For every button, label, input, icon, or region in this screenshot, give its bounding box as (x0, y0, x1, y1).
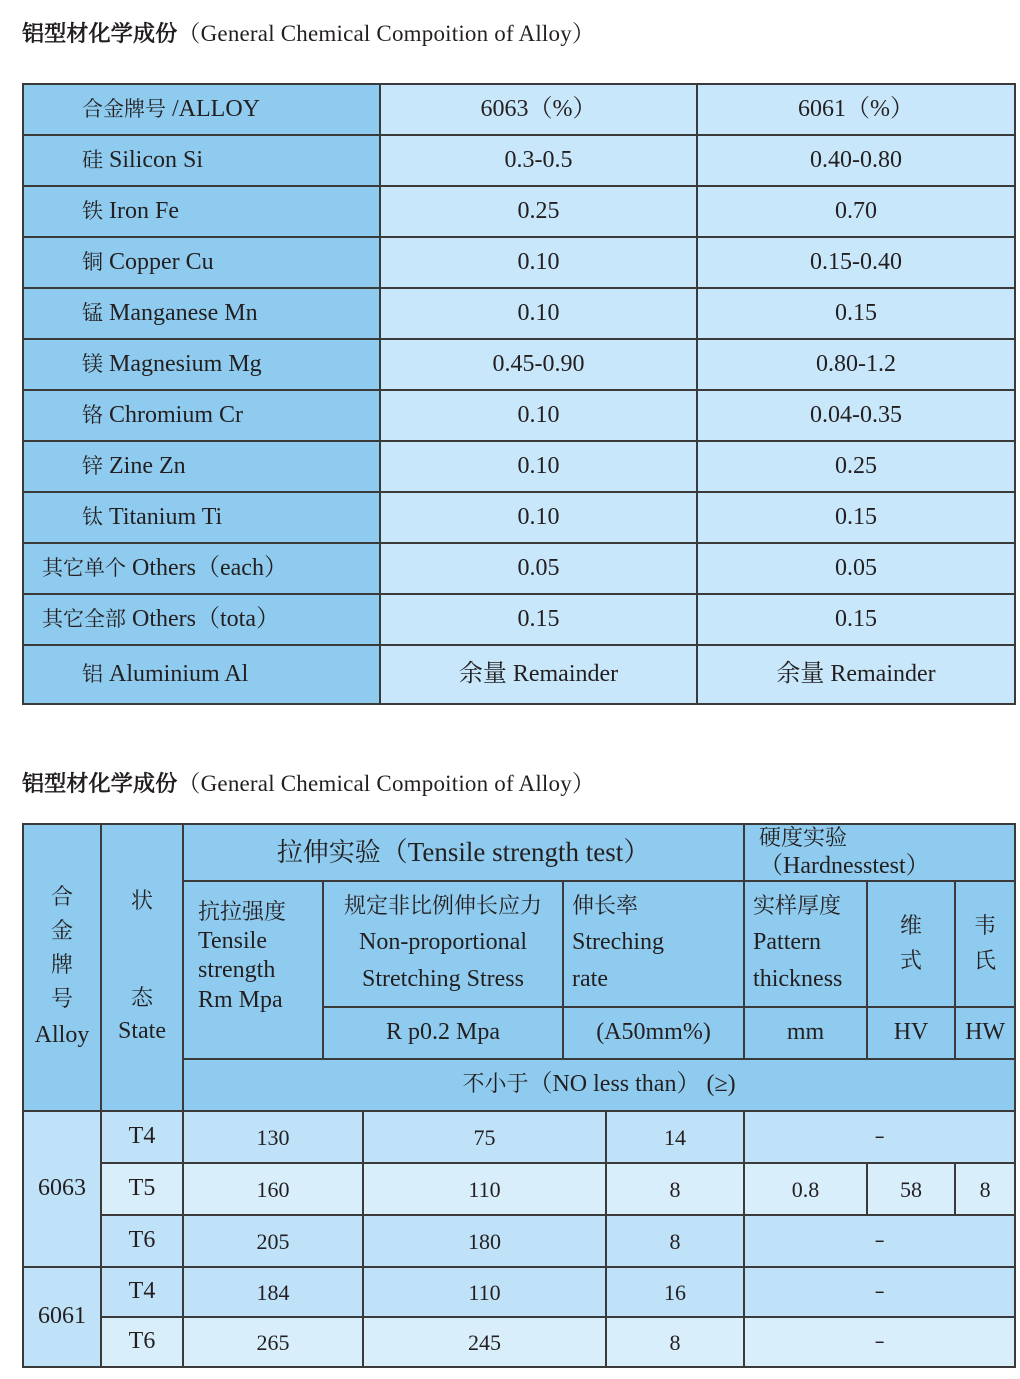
alloy-cn-4: 号 (50, 987, 73, 1013)
value-6061-cell: 0.70 (697, 186, 1015, 237)
element-en: Manganese Mn (103, 299, 258, 326)
element-name-cell (23, 645, 380, 704)
state-cn-bottom: 态 (130, 985, 153, 1011)
vickers-header (867, 881, 955, 1007)
hardness-dash: – (874, 1329, 885, 1354)
thickness-cn: 实样厚度 (753, 893, 842, 919)
value-6063-cell: 0.15 (380, 594, 697, 645)
composition-row (23, 390, 1015, 441)
vickers-unit: HV (867, 1007, 955, 1059)
element-en: Chromium Cr (103, 401, 244, 428)
mechanical-row (23, 1163, 1015, 1215)
value-6063-cell: 0.10 (380, 390, 697, 441)
element-name-cell (23, 441, 380, 492)
proportional-unit: R p0.2 Mpa (323, 1007, 563, 1059)
value-6063-cell: 0.25 (380, 186, 697, 237)
element-cn: 铝 (82, 661, 103, 686)
tensile-group-cn: 拉伸实验 (276, 837, 381, 868)
tensile-group-en: （Tensile strength test） (380, 836, 651, 867)
composition-row (23, 543, 1015, 594)
rm-cell: 160 (183, 1163, 363, 1215)
value-6063-cell: 0.05 (380, 543, 697, 594)
composition-row (23, 237, 1015, 288)
hardness-dash: – (874, 1228, 885, 1253)
state-en: State (118, 1017, 166, 1044)
state-col-header (101, 824, 183, 1111)
elongation-en2: rate (572, 966, 608, 993)
alloy-header-cn: 合金牌号 (82, 96, 166, 121)
element-cn: 镁 (82, 351, 103, 376)
value-6063-cell: 0.45-0.90 (380, 339, 697, 390)
state-cell: T4 (101, 1267, 183, 1317)
tensile-group-header (183, 824, 744, 881)
value-6061-cell: 0.40-0.80 (697, 135, 1015, 186)
hardness-group-cn: 硬度实验 (759, 826, 848, 851)
composition-row (23, 441, 1015, 492)
composition-title-cn: 铝型材化学成份 (22, 22, 178, 47)
alloy-cn-3: 牌 (50, 953, 73, 978)
elongation-header (563, 881, 744, 1007)
thickness-unit: mm (744, 1007, 867, 1059)
element-en: Aluminium Al (103, 660, 249, 687)
hardness-cell (744, 1111, 1015, 1163)
element-en: Iron Fe (103, 197, 179, 224)
value-6063-cell: 0.10 (380, 288, 697, 339)
not-less-en: （NO less than） (≥) (528, 1071, 736, 1098)
rm-cell: 205 (183, 1215, 363, 1267)
elongation-cell: 14 (606, 1111, 744, 1163)
element-en: Zine Zn (103, 452, 186, 479)
rm-cell: 184 (183, 1267, 363, 1317)
value-6061-cell: 0.04-0.35 (697, 390, 1015, 441)
value-6061-cell: 余量 Remainder (697, 645, 1015, 704)
state-cell: T6 (101, 1317, 183, 1367)
element-en: Silicon Si (103, 146, 204, 173)
value-6061-cell: 0.80-1.2 (697, 339, 1015, 390)
value-6061-cell: 0.15 (697, 492, 1015, 543)
webster-unit: HW (955, 1007, 1015, 1059)
rp-cell: 110 (363, 1267, 606, 1317)
composition-row (23, 288, 1015, 339)
alloy-cell: 6063 (23, 1111, 101, 1267)
element-name-cell (23, 237, 380, 288)
proportional-header (323, 881, 563, 1007)
element-cn: 锌 (82, 453, 103, 478)
tensile-strength-header (183, 881, 323, 1059)
hardness-dash: – (874, 1279, 885, 1304)
hw-cell: 8 (955, 1163, 1015, 1215)
alloy-en: Alloy (34, 1022, 90, 1049)
hardness-cell (744, 1215, 1015, 1267)
elongation-unit: (A50mm%) (563, 1007, 744, 1059)
value-6063-cell: 0.3-0.5 (380, 135, 697, 186)
element-name-cell (23, 288, 380, 339)
vickers-cn-1: 维 (900, 914, 923, 939)
proportional-en2: Stretching Stress (362, 966, 524, 993)
alloy-cn-1: 合 (50, 884, 73, 910)
element-name-cell (23, 135, 380, 186)
value-6061-cell: 0.15 (697, 594, 1015, 645)
element-name-cell (23, 543, 380, 594)
thickness-en2: thickness (753, 966, 843, 993)
state-cell: T6 (101, 1215, 183, 1267)
not-less-label (183, 1059, 1015, 1111)
rp-cell: 245 (363, 1317, 606, 1367)
rp-cell: 180 (363, 1215, 606, 1267)
rm-cell: 130 (183, 1111, 363, 1163)
webster-cn-2: 氏 (974, 949, 997, 975)
tensile-strength-cn: 抗拉强度 (198, 900, 287, 926)
composition-table (22, 83, 1016, 705)
element-en: Others（tota） (126, 605, 280, 632)
element-name-cell (23, 390, 380, 441)
mechanical-row (23, 1215, 1015, 1267)
elongation-cell: 16 (606, 1267, 744, 1317)
proportional-en1: Non-proportional (359, 929, 527, 956)
composition-header-row (23, 84, 1015, 135)
value-6061-cell: 0.05 (697, 543, 1015, 594)
vickers-cn-2: 式 (900, 949, 923, 975)
proportional-cn: 规定非比例伸长应力 (343, 893, 542, 919)
alloy-cn-2: 金 (50, 918, 73, 944)
value-6063-cell: 0.10 (380, 492, 697, 543)
thickness-header (744, 881, 867, 1007)
col-6061-header: 6061（%） (697, 84, 1015, 135)
thickness-en1: Pattern (753, 929, 822, 956)
composition-row (23, 135, 1015, 186)
element-en: Titanium Ti (103, 503, 223, 530)
mechanical-title-en: （General Chemical Compoition of Alloy） (177, 771, 596, 796)
composition-title (22, 18, 595, 51)
hardness-dash: – (874, 1124, 885, 1149)
value-6061-cell: 0.25 (697, 441, 1015, 492)
mechanical-row (23, 1111, 1015, 1163)
not-less-cn: 不小于 (462, 1072, 529, 1098)
tensile-strength-en1: Tensile (198, 928, 267, 955)
element-name-cell (23, 186, 380, 237)
value-6061-cell: 0.15 (697, 288, 1015, 339)
composition-row (23, 645, 1015, 704)
composition-title-en: （General Chemical Compoition of Alloy） (177, 21, 596, 46)
mechanical-row (23, 1267, 1015, 1317)
state-cell: T4 (101, 1111, 183, 1163)
elongation-en1: Streching (572, 929, 664, 956)
hardness-cell (744, 1317, 1015, 1367)
composition-row (23, 492, 1015, 543)
hv-cell: 58 (867, 1163, 955, 1215)
hardness-group-en: （Hardnesstest） (759, 852, 930, 879)
element-cn: 铬 (82, 402, 103, 427)
element-en: Magnesium Mg (103, 350, 262, 377)
element-name-cell (23, 594, 380, 645)
value-6063-cell: 0.10 (380, 237, 697, 288)
value-6063-cell: 0.10 (380, 441, 697, 492)
element-cn: 其它全部 (42, 606, 126, 631)
element-cn: 锰 (82, 300, 103, 325)
composition-row (23, 594, 1015, 645)
composition-row (23, 186, 1015, 237)
rp-cell: 110 (363, 1163, 606, 1215)
mechanical-row (23, 1317, 1015, 1367)
mechanical-table (22, 823, 1016, 1368)
group-header-row (23, 824, 1015, 881)
element-cn: 铜 (82, 249, 103, 274)
element-en: Copper Cu (103, 248, 214, 275)
mechanical-title-cn: 铝型材化学成份 (22, 772, 178, 797)
hardness-cell (744, 1267, 1015, 1317)
alloy-header-en: /ALLOY (166, 95, 260, 122)
element-cn: 硅 (82, 147, 103, 172)
thickness-cell: 0.8 (744, 1163, 867, 1215)
elongation-cn: 伸长率 (572, 893, 639, 919)
value-6061-cell: 0.15-0.40 (697, 237, 1015, 288)
webster-header (955, 881, 1015, 1007)
elongation-cell: 8 (606, 1215, 744, 1267)
element-en: Others（each） (126, 554, 288, 581)
rp-cell: 75 (363, 1111, 606, 1163)
element-cn: 钛 (82, 504, 103, 529)
element-name-cell (23, 492, 380, 543)
tensile-strength-en3: Rm Mpa (198, 986, 283, 1013)
element-cn: 其它单个 (42, 555, 126, 580)
alloy-cell: 6061 (23, 1267, 101, 1367)
composition-row (23, 339, 1015, 390)
element-name-cell (23, 339, 380, 390)
rm-cell: 265 (183, 1317, 363, 1367)
alloy-header-cell (23, 84, 380, 135)
col-6063-header: 6063（%） (380, 84, 697, 135)
tensile-strength-en2: strength (198, 957, 276, 984)
webster-cn-1: 韦 (974, 914, 997, 939)
state-cell: T5 (101, 1163, 183, 1215)
state-cn-top: 状 (130, 889, 153, 914)
value-6063-cell: 余量 Remainder (380, 645, 697, 704)
elongation-cell: 8 (606, 1317, 744, 1367)
element-cn: 铁 (82, 198, 103, 223)
hardness-group-header (744, 824, 1015, 881)
alloy-col-header (23, 824, 101, 1111)
elongation-cell: 8 (606, 1163, 744, 1215)
mechanical-title (22, 768, 595, 801)
